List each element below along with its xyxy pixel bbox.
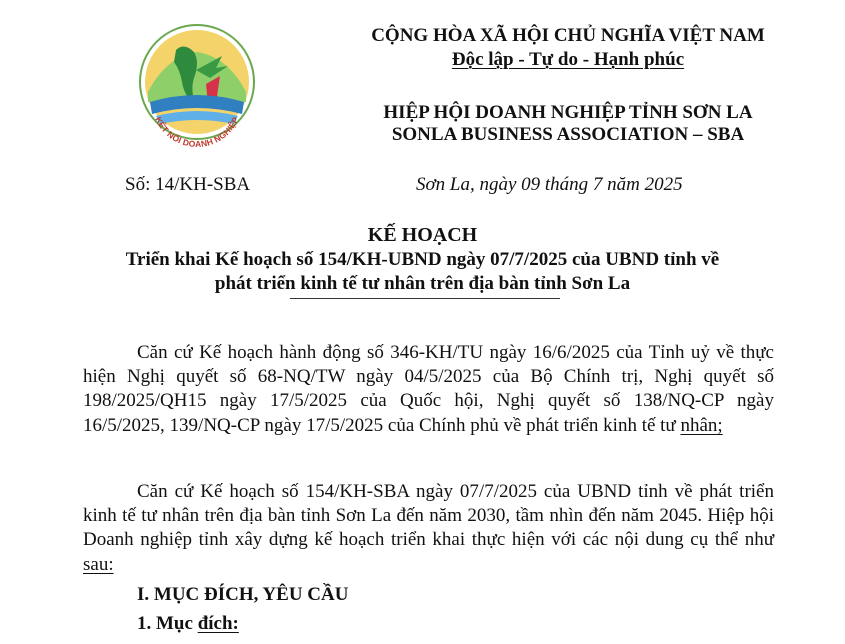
org-name-vi: HIỆP HỘI DOANH NGHIỆP TỈNH SƠN LA	[383, 102, 753, 123]
logo-caption: KẾT NỐI DOANH NGHIỆP	[153, 115, 241, 150]
motto: Độc lập - Tự do - Hạnh phúc	[451, 49, 685, 70]
title-underline	[290, 298, 560, 299]
association-logo	[136, 22, 258, 152]
document-number: Số: 14/KH-SBA	[125, 174, 251, 195]
title-subtitle-line1: Triển khai Kế hoạch số 154/KH-UBND ngày 07/7/2025 của UBND tỉnh về	[125, 249, 720, 270]
place-date: Sơn La, ngày 09 tháng 7 năm 2025	[416, 174, 683, 195]
section-heading-purpose-requirements: I. MỤC ĐÍCH, YÊU CẦU	[137, 584, 349, 605]
title-subtitle-line2: phát triển kinh tế tư nhân trên địa bàn tỉnh Sơn La	[214, 273, 631, 294]
document-title: KẾ HOẠCH	[367, 224, 478, 246]
paragraph-legal-basis-2: Căn cứ Kế hoạch số 154/KH-SBA ngày 07/7/2025 của UBND tỉnh về phát triển kinh tế tư nhân trên địa bàn tỉnh Sơn La đến năm 2030, tầm nhìn đến năm 2045. Hiệp hội Doanh nghiệp tỉnh xây dựng kế hoạch triển khai thực hiện với các nội dung cụ thể như sau:	[83, 481, 774, 575]
paragraph-legal-basis-1: Căn cứ Kế hoạch hành động số 346-KH/TU ngày 16/6/2025 của Tỉnh uỷ về thực hiện Nghị quyết số 68-NQ/TW ngày 04/5/2025 của Bộ Chính trị, Nghị quyết số 198/2025/QH15 ngày 17/5/2025 của Quốc hội, Nghị quyết số 138/NQ-CP ngày 16/5/2025, 139/NQ-CP ngày 17/5/2025 của Chính phủ về phát triển kinh tế tư nhân;	[83, 342, 774, 436]
subsection-heading-purpose: 1. Mục đích:	[137, 613, 239, 634]
country-name: CỘNG HÒA XÃ HỘI CHỦ NGHĨA VIỆT NAM	[371, 25, 765, 46]
org-name-en: SONLA BUSINESS ASSOCIATION – SBA	[391, 124, 745, 145]
